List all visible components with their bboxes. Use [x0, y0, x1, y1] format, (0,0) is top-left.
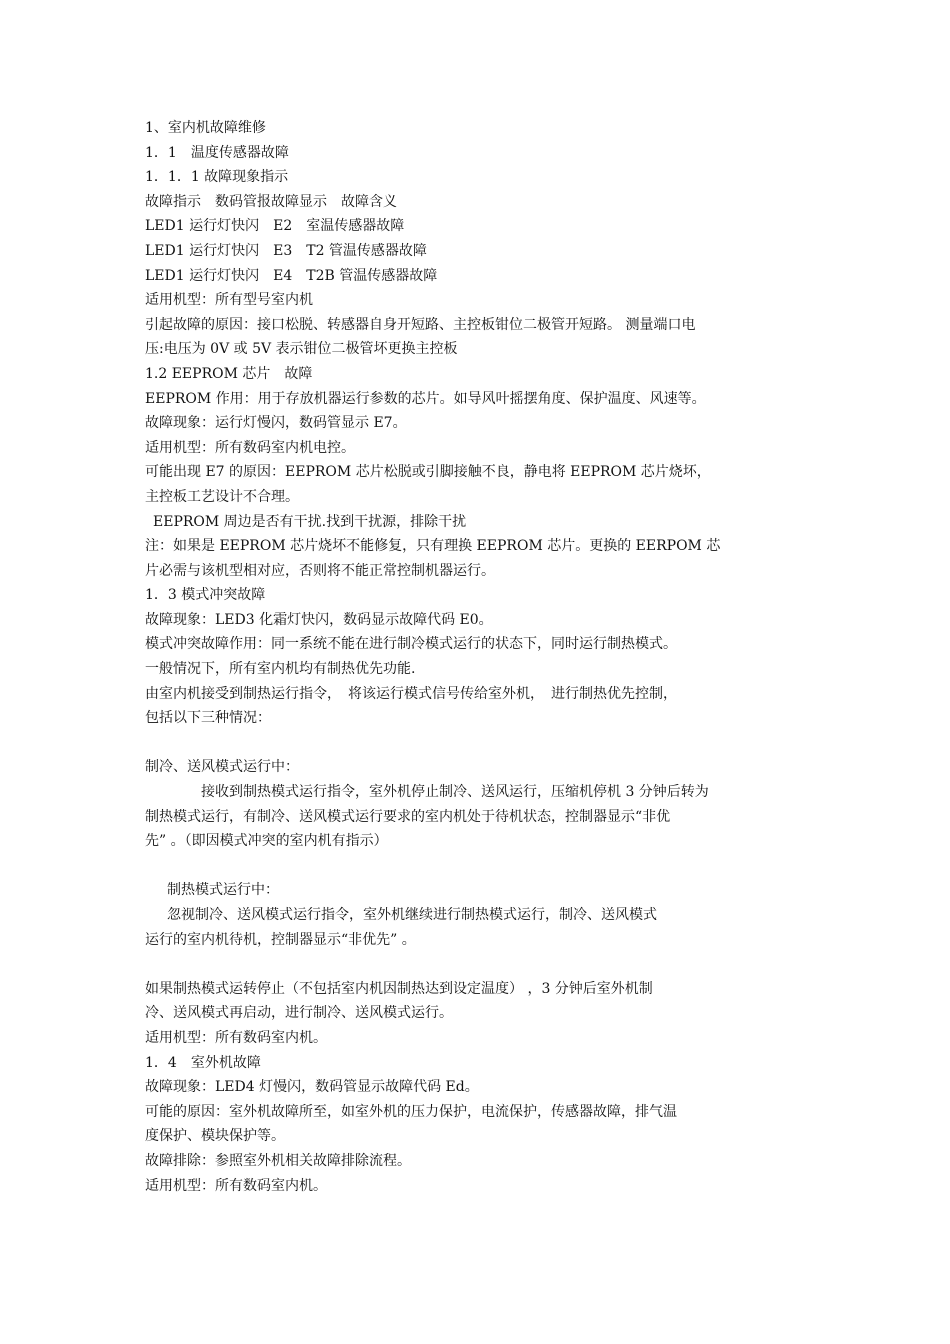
text-line: 故障现象：运行灯慢闪，数码管显示 E7。: [145, 415, 407, 432]
text-line: 制冷、送风模式运行中：: [145, 759, 299, 776]
subsection-heading: 1．4 室外机故障: [145, 1054, 261, 1071]
table-header-line: 故障指示 数码管报故障显示 故障含义: [145, 193, 397, 210]
text-line: 引起故障的原因：接口松脱、转感器自身开短路、主控板钳位二极管开短路。 测量端口电: [145, 316, 696, 333]
section-heading: 1、室内机故障维修: [145, 120, 266, 136]
text-line: 如果制热模式运转停止（不包括室内机因制热达到设定温度） ，3 分钟后室外机制: [145, 980, 653, 997]
text-line: 故障现象：LED4 灯慢闪，数码管显示故障代码 Ed。: [145, 1079, 479, 1096]
fault-row: LED1 运行灯快闪 E3 T2 管温传感器故障: [145, 242, 427, 259]
subsection-heading: 1．3 模式冲突故障: [145, 587, 266, 604]
text-line: 压:电压为 0V 或 5V 表示钳位二极管坏更换主控板: [145, 341, 458, 358]
text-line: 运行的室内机待机，控制器显示“非优先” 。: [145, 931, 416, 948]
text-line: 主控板工艺设计不合理。: [145, 488, 299, 505]
text-line: 片必需与该机型相对应，否则将不能正常控制机器运行。: [145, 562, 495, 579]
fault-row: LED1 运行灯快闪 E4 T2B 管温传感器故障: [145, 267, 438, 284]
text-line: 适用机型：所有数码室内机。: [145, 1177, 327, 1194]
text-line: EEPROM 周边是否有干扰.找到干扰源，排除干扰: [153, 513, 467, 530]
text-line: 忽视制冷、送风模式运行指令，室外机继续进行制热模式运行，制冷、送风模式: [167, 907, 657, 923]
text-line: 冷、送风模式再启动，进行制冷、送风模式运行。: [145, 1005, 453, 1022]
text-line: 故障现象：LED3 化霜灯快闪，数码显示故障代码 E0。: [145, 611, 493, 628]
fault-row: LED1 运行灯快闪 E2 室温传感器故障: [145, 218, 405, 235]
text-line: 适用机型：所有型号室内机: [145, 292, 313, 309]
text-line: 一般情况下，所有室内机均有制热优先功能.: [145, 661, 416, 678]
subsection-heading: 1.2 EEPROM 芯片 故障: [145, 365, 313, 382]
text-line: 故障排除：参照室外机相关故障排除流程。: [145, 1152, 411, 1169]
blank-line: [145, 952, 815, 977]
text-line: 可能出现 E7 的原因：EEPROM 芯片松脱或引脚接触不良，静电将 EEPROM 芯片烧坏，: [145, 464, 711, 481]
text-line: 适用机型：所有数码室内机。: [145, 1029, 327, 1046]
blank-line: [145, 731, 815, 756]
text-line: 度保护、模块保护等。: [145, 1128, 285, 1145]
blank-line: [145, 854, 815, 879]
document-page: [145, 116, 815, 1198]
subsection-heading: 1．1．1 故障现象指示: [145, 169, 289, 186]
text-line: 注：如果是 EEPROM 芯片烧坏不能修复，只有理换 EEPROM 芯片。更换的 EERPOM 芯: [145, 538, 721, 555]
text-line: 适用机型：所有数码室内机电控。: [145, 439, 355, 456]
text-line: 可能的原因：室外机故障所至，如室外机的压力保护，电流保护，传感器故障，排气温: [145, 1103, 677, 1120]
subsection-heading: 1．1 温度传感器故障: [145, 144, 289, 161]
text-line: 制热模式运行，有制冷、送风模式运行要求的室内机处于待机状态，控制器显示“非优: [145, 808, 671, 825]
text-line: EEPROM 作用：用于存放机器运行参数的芯片。如导风叶摇摆角度、保护温度、风速等。: [145, 390, 706, 407]
text-line: 先” 。（即因模式冲突的室内机有指示）: [145, 833, 388, 850]
text-line: 包括以下三种情况：: [145, 710, 271, 727]
text-line: 制热模式运行中：: [167, 882, 279, 899]
text-line: 由室内机接受到制热运行指令， 将该运行模式信号传给室外机， 进行制热优先控制，: [145, 685, 677, 702]
text-line: 接收到制热模式运行指令，室外机停止制冷、送风运行，压缩机停机 3 分钟后转为: [201, 784, 709, 801]
text-line: 模式冲突故障作用：同一系统不能在进行制冷模式运行的状态下，同时运行制热模式。: [145, 636, 677, 653]
